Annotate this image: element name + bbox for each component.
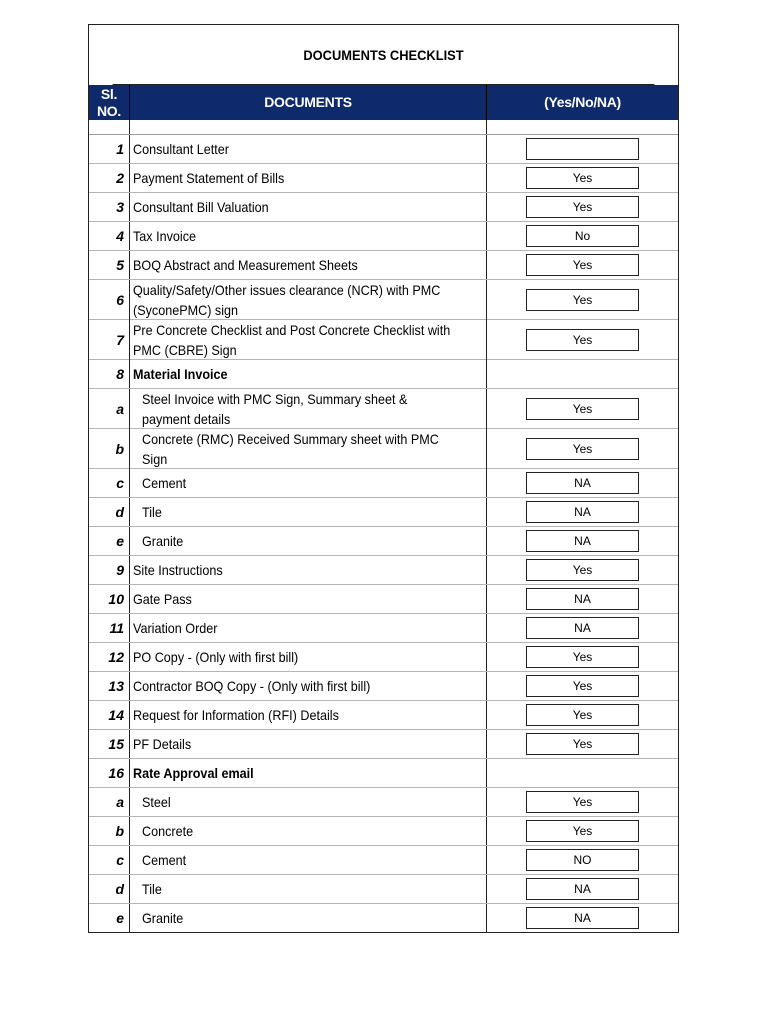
table-row xyxy=(89,904,678,932)
status-input[interactable]: NA xyxy=(526,878,639,900)
table-row xyxy=(89,672,678,701)
row-number: 3 xyxy=(89,193,130,221)
row-number: c xyxy=(89,469,130,497)
status-cell xyxy=(487,759,678,787)
document-name xyxy=(130,759,487,787)
table-row xyxy=(89,875,678,904)
status-cell xyxy=(487,875,678,903)
document-name xyxy=(130,280,487,320)
document-name xyxy=(130,222,487,250)
status-cell xyxy=(487,904,678,932)
status-input[interactable]: NA xyxy=(526,907,639,929)
row-number: d xyxy=(89,498,130,526)
table-row xyxy=(89,817,678,846)
document-name xyxy=(130,846,487,874)
status-input[interactable]: Yes xyxy=(526,167,639,189)
row-number: 13 xyxy=(89,672,130,700)
status-cell xyxy=(487,469,678,497)
status-input[interactable]: NO xyxy=(526,849,639,871)
document-name xyxy=(130,527,487,555)
table-row xyxy=(89,701,678,730)
document-label: PF Details xyxy=(133,736,192,752)
document-label: Site Instructions xyxy=(133,562,223,578)
status-input[interactable]: NA xyxy=(526,530,639,552)
document-name xyxy=(130,817,487,845)
row-number: 14 xyxy=(89,701,130,729)
status-input[interactable]: NA xyxy=(526,588,639,610)
document-label: Rate Approval email xyxy=(133,765,254,781)
status-input[interactable]: Yes xyxy=(526,791,639,813)
table-row xyxy=(89,788,678,817)
document-name xyxy=(130,193,487,221)
status-input[interactable]: Yes xyxy=(526,704,639,726)
header-spacer-row xyxy=(89,120,678,135)
table-row xyxy=(89,222,678,251)
document-name xyxy=(130,904,487,932)
document-name xyxy=(130,788,487,816)
status-input[interactable]: NA xyxy=(526,501,639,523)
status-input[interactable]: NA xyxy=(526,617,639,639)
document-label: Granite xyxy=(142,533,184,549)
status-input[interactable]: Yes xyxy=(526,733,639,755)
document-name xyxy=(130,469,487,497)
document-label: PO Copy - (Only with first bill) xyxy=(133,649,299,665)
table-row xyxy=(89,193,678,222)
status-input[interactable]: Yes xyxy=(526,398,639,420)
status-input[interactable]: Yes xyxy=(526,438,639,460)
document-label: Tile xyxy=(142,881,162,897)
status-input[interactable]: Yes xyxy=(526,559,639,581)
status-cell xyxy=(487,193,678,221)
document-label: Granite xyxy=(142,910,184,926)
row-number: 2 xyxy=(89,164,130,192)
documents-checklist-table xyxy=(88,24,679,933)
status-input[interactable]: Yes xyxy=(526,820,639,842)
document-label: Tile xyxy=(142,504,162,520)
row-number: 11 xyxy=(89,614,130,642)
row-number: e xyxy=(89,527,130,555)
table-row xyxy=(89,360,678,389)
row-number: 1 xyxy=(89,135,130,163)
table-row xyxy=(89,730,678,759)
document-label: Variation Order xyxy=(133,620,218,636)
checklist-title: DOCUMENTS CHECKLIST xyxy=(113,25,655,85)
status-input[interactable] xyxy=(526,138,639,160)
document-label: Pre Concrete Checklist and Post Concrete Checklist with PMC (CBRE) Sign xyxy=(133,322,451,358)
document-label: Consultant Bill Valuation xyxy=(133,199,269,215)
document-label: Cement xyxy=(142,852,187,868)
document-label: Cement xyxy=(142,475,187,491)
status-input[interactable]: Yes xyxy=(526,646,639,668)
table-row xyxy=(89,469,678,498)
document-label: Steel xyxy=(142,794,171,810)
row-number: d xyxy=(89,875,130,903)
row-number: 12 xyxy=(89,643,130,671)
status-cell xyxy=(487,585,678,613)
document-label: Concrete xyxy=(142,823,194,839)
document-label: Concrete (RMC) Received Summary sheet with PMC Sign xyxy=(142,431,439,467)
row-number: e xyxy=(89,904,130,932)
document-label: Steel Invoice with PMC Sign, Summary sheet & payment details xyxy=(142,391,408,427)
status-cell xyxy=(487,788,678,816)
table-row xyxy=(89,585,678,614)
table-row xyxy=(89,498,678,527)
table-row xyxy=(89,846,678,875)
row-number: 15 xyxy=(89,730,130,758)
document-label: Material Invoice xyxy=(133,366,228,382)
document-name xyxy=(130,135,487,163)
document-name xyxy=(130,730,487,758)
document-name xyxy=(130,429,487,469)
document-name xyxy=(130,643,487,671)
status-cell xyxy=(487,320,678,360)
document-name xyxy=(130,251,487,279)
status-cell xyxy=(487,498,678,526)
table-row xyxy=(89,320,678,360)
row-number: b xyxy=(89,429,130,469)
status-input[interactable]: No xyxy=(526,225,639,247)
header-documents: DOCUMENTS xyxy=(130,85,487,120)
status-cell xyxy=(487,701,678,729)
document-label: Request for Information (RFI) Details xyxy=(133,707,339,723)
status-cell xyxy=(487,164,678,192)
status-cell xyxy=(487,527,678,555)
row-number: b xyxy=(89,817,130,845)
document-name xyxy=(130,614,487,642)
status-input[interactable]: Yes xyxy=(526,196,639,218)
row-number: 8 xyxy=(89,360,130,388)
status-cell xyxy=(487,614,678,642)
table-row xyxy=(89,251,678,280)
row-number: 6 xyxy=(89,280,130,320)
document-name xyxy=(130,320,487,360)
table-row xyxy=(89,135,678,164)
table-row xyxy=(89,556,678,585)
document-name xyxy=(130,389,487,429)
document-name xyxy=(130,556,487,584)
status-cell xyxy=(487,251,678,279)
status-cell xyxy=(487,360,678,388)
table-row xyxy=(89,429,678,469)
document-name xyxy=(130,585,487,613)
document-name xyxy=(130,360,487,388)
row-number: 9 xyxy=(89,556,130,584)
status-input[interactable]: Yes xyxy=(526,675,639,697)
checklist-rows xyxy=(89,135,678,932)
status-cell xyxy=(487,222,678,250)
document-name xyxy=(130,875,487,903)
document-label: Tax Invoice xyxy=(133,228,197,244)
status-cell xyxy=(487,817,678,845)
status-cell xyxy=(487,730,678,758)
document-name xyxy=(130,701,487,729)
row-number: a xyxy=(89,788,130,816)
row-number: 10 xyxy=(89,585,130,613)
row-number: 16 xyxy=(89,759,130,787)
document-label: Gate Pass xyxy=(133,591,192,607)
status-cell xyxy=(487,389,678,429)
status-cell xyxy=(487,280,678,320)
status-cell xyxy=(487,429,678,469)
row-number: a xyxy=(89,389,130,429)
document-label: Payment Statement of Bills xyxy=(133,170,285,186)
table-row xyxy=(89,527,678,556)
row-number: 7 xyxy=(89,320,130,360)
status-input[interactable]: Yes xyxy=(526,289,639,311)
status-cell xyxy=(487,672,678,700)
header-status: (Yes/No/NA) xyxy=(544,94,621,110)
status-input[interactable]: Yes xyxy=(526,329,639,351)
status-input[interactable]: Yes xyxy=(526,254,639,276)
table-row xyxy=(89,280,678,320)
status-cell xyxy=(487,556,678,584)
document-name xyxy=(130,164,487,192)
table-header xyxy=(89,85,678,120)
document-label: Quality/Safety/Other issues clearance (NCR) with PMC (SyconePMC) sign xyxy=(133,282,441,318)
table-row xyxy=(89,164,678,193)
table-row xyxy=(89,643,678,672)
document-label: Contractor BOQ Copy - (Only with first bill) xyxy=(133,678,371,694)
header-sl-no: Sl. NO. xyxy=(89,85,130,120)
document-label: BOQ Abstract and Measurement Sheets xyxy=(133,257,358,273)
status-cell xyxy=(487,135,678,163)
document-label: Consultant Letter xyxy=(133,141,229,157)
document-name xyxy=(130,498,487,526)
table-row xyxy=(89,759,678,788)
row-number: c xyxy=(89,846,130,874)
row-number: 5 xyxy=(89,251,130,279)
status-cell xyxy=(487,846,678,874)
table-row xyxy=(89,389,678,429)
status-input[interactable]: NA xyxy=(526,472,639,494)
row-number: 4 xyxy=(89,222,130,250)
status-cell xyxy=(487,643,678,671)
table-row xyxy=(89,614,678,643)
document-name xyxy=(130,672,487,700)
